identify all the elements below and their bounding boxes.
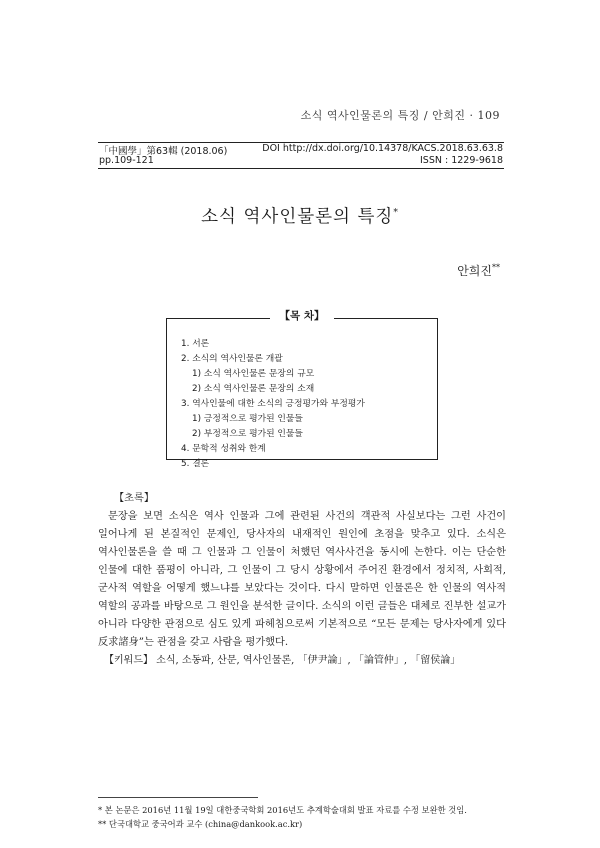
- toc-heading: 【목 차】: [270, 308, 334, 323]
- table-of-contents: [166, 318, 438, 469]
- toc-item: 2) 소식 역사인물론 문장의 소재: [192, 384, 315, 394]
- footnotes: [98, 803, 467, 831]
- publication-meta: [98, 142, 504, 169]
- doi-link[interactable]: DOI http://dx.doi.org/10.14378/KACS.2018.63.63.8: [262, 143, 503, 154]
- page-range: pp.109-121: [99, 155, 154, 166]
- title-footnote-mark: *: [393, 208, 399, 219]
- running-header: 소식 역사인물론의 특징 / 안희진 · 109: [300, 109, 500, 122]
- toc-item: 5. 결론: [181, 459, 210, 469]
- toc-list: [181, 337, 365, 472]
- author-footnote-mark: **: [492, 263, 500, 272]
- paper-title-text: 소식 역사인물론의 특징: [201, 207, 394, 227]
- author-name: 안희진: [457, 264, 492, 278]
- issn: ISSN : 1229-9618: [420, 155, 503, 166]
- keywords: 【키워드】 소식, 소동파, 산문, 역사인물론, 「伊尹論」, 「論管仲」, 「留侯論」: [104, 655, 461, 666]
- paper-title: [0, 203, 600, 228]
- abstract-label: 【초록】: [114, 493, 155, 504]
- abstract: [98, 490, 506, 652]
- toc-item: 2) 부정적으로 평가된 인물들: [192, 429, 303, 439]
- journal-info: 「中國學」第63輯 (2018.06): [99, 146, 228, 157]
- toc-item: 3. 역사인물에 대한 소식의 긍정평가와 부정평가: [181, 399, 365, 409]
- toc-item: 2. 소식의 역사인물론 개괄: [181, 354, 283, 364]
- author: [457, 262, 500, 279]
- toc-item: 1) 소식 역사인물론 문장의 규모: [192, 369, 315, 379]
- toc-item: 4. 문학적 성취와 한계: [181, 444, 266, 454]
- footnote-2: ** 단국대학교 중국어과 교수 (china@dankook.ac.kr): [98, 819, 303, 829]
- footnote-1: * 본 논문은 2016년 11월 19일 대한중국학회 2016년도 추계학술대회 발표 자료를 수정 보완한 것임.: [98, 805, 467, 815]
- abstract-body: 문장을 보면 소식은 역사 인물과 그에 관련된 사건의 객관적 사실보다는 그런 사건이 일어나게 된 본질적인 문제인, 당사자의 내재적인 원인에 초점을 맞추고 있다. 소식은 역사인물론을 쓸 때 그 인물과 그 인물이 처했던 역사사건을 동시에 논한다. 이는 단순한 인물에 대한 품평이 아니라, 그 인물이 그 당시 상황에서 주어진 환경에서 정치적, 사회적, 군사적 역할을 어떻게 했느냐를 보았다는 것이다. 다시 말하면 인물론은 한 인물의 역사적 역할의 공과를 바탕으로 그 원인을 분석한 글이다. 소식의 이런 글들은 대체로 진부한 설교가 아니라 다양한 관점으로 심도 있게 파헤침으로써 기본적으로 “모든 문제는 당사자에게 있다 反求諸身”는 관점을 갖고 사람을 평가했다.: [98, 511, 506, 648]
- toc-item: 1. 서론: [181, 339, 210, 349]
- toc-item: 1) 긍정적으로 평가된 인물들: [192, 414, 303, 424]
- footnote-divider: [98, 797, 258, 798]
